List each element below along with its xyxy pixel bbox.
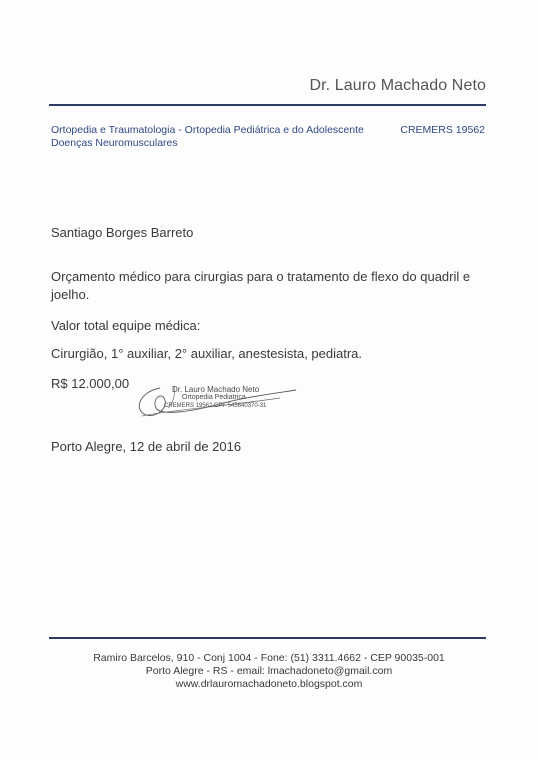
cremers-registration: CREMERS 19562 — [400, 124, 485, 136]
specialty-line-2: Doenças Neuromusculares — [51, 137, 178, 149]
footer-address: Ramiro Barcelos, 910 - Conj 1004 - Fone: (51) 3311.4662 - CEP 90035-001 — [93, 652, 445, 664]
footer-city-email: Porto Alegre - RS - email: lmachadoneto@gmail.com — [145, 665, 393, 677]
doctor-name-heading: Dr. Lauro Machado Neto — [309, 77, 486, 94]
amount-value: R$ 12.000,00 — [51, 376, 130, 391]
doctor-stamp — [160, 386, 266, 410]
total-label: Valor total equipe médica: — [51, 318, 201, 333]
footer-website: www.drlauromachadoneto.blogspot.com — [175, 678, 363, 690]
date-line: Porto Alegre, 12 de abril de 2016 — [51, 439, 242, 454]
header-divider — [49, 104, 486, 106]
team-list: Cirurgião, 1° auxiliar, 2° auxiliar, anestesista, pediatra. — [51, 346, 363, 361]
footer-block — [0, 652, 538, 691]
footer-divider — [49, 637, 486, 639]
stamp-line-1: Dr. Lauro Machado Neto — [172, 385, 260, 394]
specialty-line-1: Ortopedia e Traumatologia - Ortopedia Pediátrica e do Adolescente — [51, 124, 364, 136]
stamp-line-2: Ortopedia Pediatrica — [182, 394, 246, 401]
budget-purpose: Orçamento médico para cirurgias para o tratamento de flexo do quadril e joelho. — [51, 269, 471, 302]
patient-name: Santiago Borges Barreto — [51, 225, 194, 240]
specialties-block — [51, 124, 364, 150]
stamp-line-3: CREMERS 19562 CPF 545640370-31 — [164, 403, 267, 409]
